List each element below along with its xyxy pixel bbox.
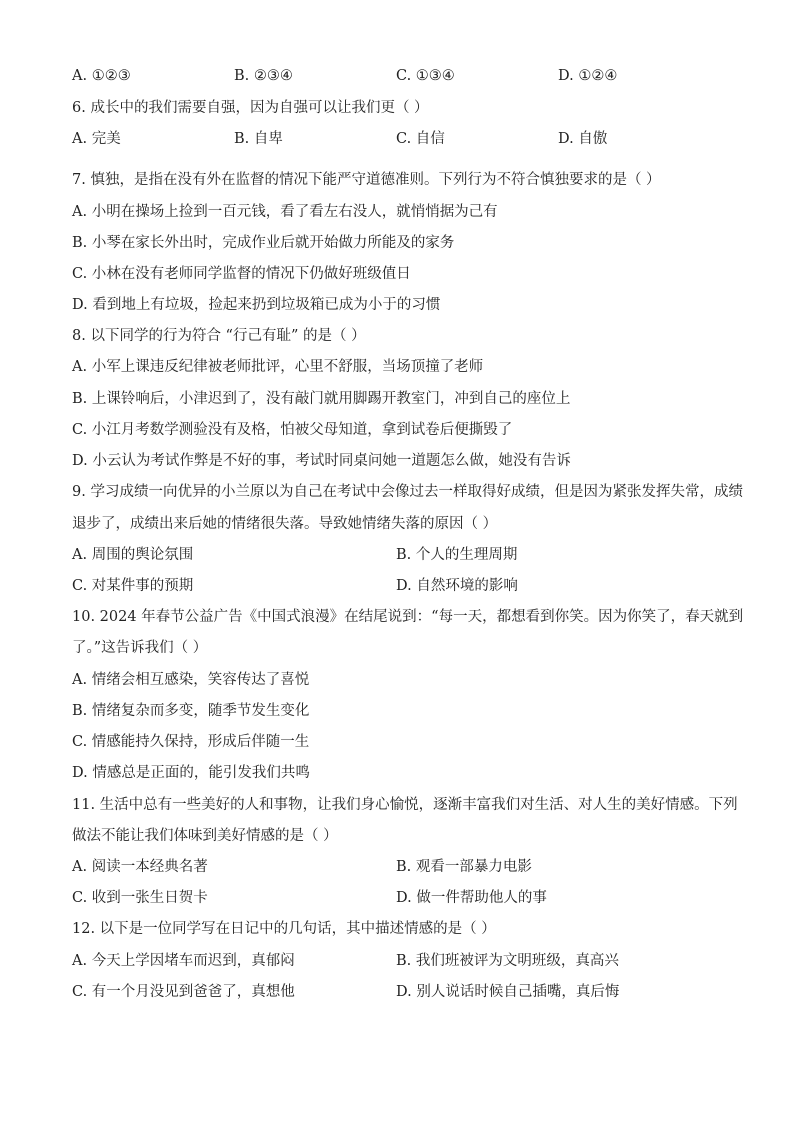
q8-option-d: D. 小云认为考试作弊是不好的事，考试时同桌问她一道题怎么做，她没有告诉 <box>72 453 571 469</box>
q10-stem-line2: 了。”这告诉我们（ ） <box>72 640 208 656</box>
q7-option-b: B. 小琴在家长外出时，完成作业后就开始做力所能及的家务 <box>72 235 455 251</box>
q6-option-d: D. 自傲 <box>558 131 608 147</box>
q5-option-a: A. ①②③ <box>72 68 131 84</box>
q11-option-c: C. 收到一张生日贺卡 <box>72 890 208 906</box>
q9-option-b: B. 个人的生理周期 <box>396 547 518 563</box>
q12-option-a: A. 今天上学因堵车而迟到，真郁闷 <box>72 953 295 969</box>
q8-option-a: A. 小军上课违反纪律被老师批评，心里不舒服，当场顶撞了老师 <box>72 359 484 375</box>
q5-option-c: C. ①③④ <box>396 68 455 84</box>
q10-option-b: B. 情绪复杂而多变，随季节发生变化 <box>72 703 310 719</box>
q12-option-b: B. 我们班被评为文明班级，真高兴 <box>396 953 619 969</box>
q12-stem: 12. 以下是一位同学写在日记中的几句话，其中描述情感的是（ ） <box>72 921 496 937</box>
q10-stem-line1: 10. 2024 年春节公益广告《中国式浪漫》在结尾说到：“每一天，都想看到你笑。因为你笑了，春天就到 <box>72 609 744 625</box>
q6-option-b: B. 自卑 <box>234 131 283 147</box>
q11-option-a: A. 阅读一本经典名著 <box>72 859 208 875</box>
q10-option-d: D. 情感总是正面的，能引发我们共鸣 <box>72 765 310 781</box>
q10-option-c: C. 情感能持久保持，形成后伴随一生 <box>72 734 310 750</box>
q6-option-a: A. 完美 <box>72 131 121 147</box>
q10-option-a: A. 情绪会相互感染，笑容传达了喜悦 <box>72 672 310 688</box>
q11-stem-line2: 做法不能让我们体味到美好情感的是（ ） <box>72 828 338 844</box>
q12-option-c: C. 有一个月没见到爸爸了，真想他 <box>72 984 295 1000</box>
q12-option-d: D. 别人说话时候自己插嘴，真后悔 <box>396 984 620 1000</box>
q7-option-c: C. 小林在没有老师同学监督的情况下仍做好班级值日 <box>72 266 411 282</box>
q9-option-c: C. 对某件事的预期 <box>72 578 194 594</box>
q6-option-c: C. 自信 <box>396 131 445 147</box>
q9-stem-line1: 9. 学习成绩一向优异的小兰原以为自己在考试中会像过去一样取得好成绩，但是因为紧张发挥失常，成绩 <box>72 484 743 500</box>
q7-stem: 7. 慎独，是指在没有外在监督的情况下能严守道德准则。下列行为不符合慎独要求的是（ ） <box>72 172 661 188</box>
q9-option-d: D. 自然环境的影响 <box>396 578 518 594</box>
q5-option-d: D. ①②④ <box>558 68 618 84</box>
q11-stem-line1: 11. 生活中总有一些美好的人和事物，让我们身心愉悦，逐渐丰富我们对生活、对人生的美好情感。下列 <box>72 797 738 813</box>
q8-option-c: C. 小江月考数学测验没有及格，怕被父母知道，拿到试卷后便撕毁了 <box>72 422 513 438</box>
q6-stem: 6. 成长中的我们需要自强，因为自强可以让我们更（ ） <box>72 100 429 116</box>
q11-option-d: D. 做一件帮助他人的事 <box>396 890 547 906</box>
q9-option-a: A. 周围的舆论氛围 <box>72 547 194 563</box>
q8-option-b: B. 上课铃响后，小津迟到了，没有敲门就用脚踢开教室门，冲到自己的座位上 <box>72 391 571 407</box>
q11-option-b: B. 观看一部暴力电影 <box>396 859 532 875</box>
q7-option-d: D. 看到地上有垃圾，捡起来扔到垃圾箱已成为小于的习惯 <box>72 297 441 313</box>
q9-stem-line2: 退步了，成绩出来后她的情绪很失落。导致她情绪失落的原因（ ） <box>72 516 498 532</box>
q5-option-b: B. ②③④ <box>234 68 293 84</box>
q8-stem: 8. 以下同学的行为符合 “行己有耻” 的是（ ） <box>72 328 366 344</box>
q7-option-a: A. 小明在操场上捡到一百元钱，看了看左右没人，就悄悄据为己有 <box>72 204 498 220</box>
